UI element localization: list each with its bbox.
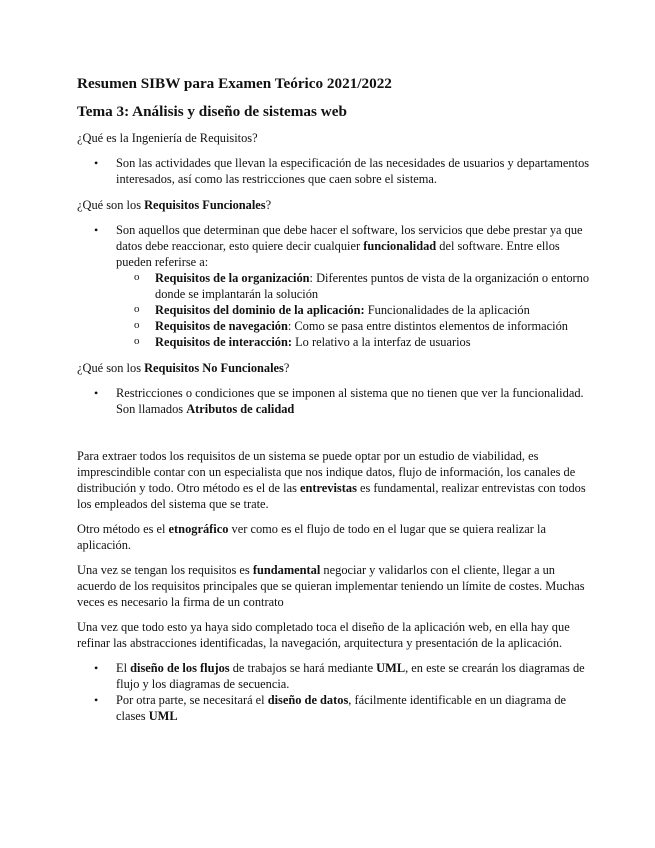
- sublist-item: o Requisitos del dominio de la aplicación: Funcionalidades de la aplicación: [116, 302, 595, 318]
- sublist: [116, 270, 595, 350]
- answer-list: [77, 385, 595, 417]
- spacer: [77, 427, 595, 448]
- sublist-item: o Requisitos de interacción: Lo relativo a la interfaz de usuarios: [116, 334, 595, 350]
- question-functional-requirements: ¿Qué son los Requisitos Funcionales?: [77, 198, 272, 212]
- paragraph-ethnographic: Otro método es el etnográfico ver como es el flujo de todo en el lugar que se quiera realizar la aplicación.: [77, 522, 546, 552]
- list-item: • Son aquellos que determinan que debe hacer el software, los servicios que debe prestar ya que datos debe reaccionar, esto quiere decir cualquier funcionalidad del software. Entre ellos pueden referirse a: o Requisitos de la organización: Diferentes puntos de vista de la organización o entorno donde se implantarán la solución o Requisitos del dominio de la aplicación: Funcionalidades de la aplicación o Requisitos de navegación: Como se pasa entre distintos elementos de información o Requisitos de interacción: Lo relativo a la interfaz de usuarios: [77, 222, 595, 350]
- list-item: • Son las actividades que llevan la especificación de las necesidades de usuarios y departamentos interesados, así como las restricciones que caen sobre el sistema.: [77, 155, 595, 187]
- question-nonfunctional-requirements: ¿Qué son los Requisitos No Funcionales?: [77, 361, 290, 375]
- paragraph-validation: Una vez se tengan los requisitos es fundamental negociar y validarlos con el cliente, llegar a un acuerdo de los requisitos principales que se quieran implementar teniendo un límite de costes. Muchas veces es necesario la firma de un contrato: [77, 563, 585, 609]
- document-title: Resumen SIBW para Examen Teórico 2021/2022: [77, 75, 392, 92]
- paragraph-design: Una vez que todo esto ya haya sido completado toca el diseño de la aplicación web, en ella hay que refinar las abstracciones identificadas, la navegación, arquitectura y presentación de la aplicación.: [77, 620, 570, 650]
- design-list: [77, 660, 595, 724]
- question-requirements-engineering: ¿Qué es la Ingeniería de Requisitos?: [77, 131, 258, 145]
- topic-heading: Tema 3: Análisis y diseño de sistemas web: [77, 103, 347, 120]
- answer-list: [77, 155, 595, 187]
- sublist-item: o Requisitos de la organización: Diferentes puntos de vista de la organización o entorno donde se implantarán la solución: [116, 270, 595, 302]
- sublist-item: o Requisitos de navegación: Como se pasa entre distintos elementos de información: [116, 318, 595, 334]
- paragraph-interviews: Para extraer todos los requisitos de un sistema se puede optar por un estudio de viabilidad, es imprescindible contar con un especialista que nos indique datos, flujo de información, los canales de distribución y todo. Otro método es el de las entrevistas es fundamental, realizar entrevistas con todos los empleados del sistema que se trate.: [77, 449, 586, 511]
- answer-list: [77, 222, 595, 350]
- list-item: • El diseño de los flujos de trabajos se hará mediante UML, en este se crearán los diagramas de flujo y los diagramas de secuencia.: [77, 660, 595, 692]
- list-item: • Por otra parte, se necesitará el diseño de datos, fácilmente identificable en un diagrama de clases UML: [77, 692, 595, 724]
- list-item: • Restricciones o condiciones que se imponen al sistema que no tienen que ver la funcionalidad. Son llamados Atributos de calidad: [77, 385, 595, 417]
